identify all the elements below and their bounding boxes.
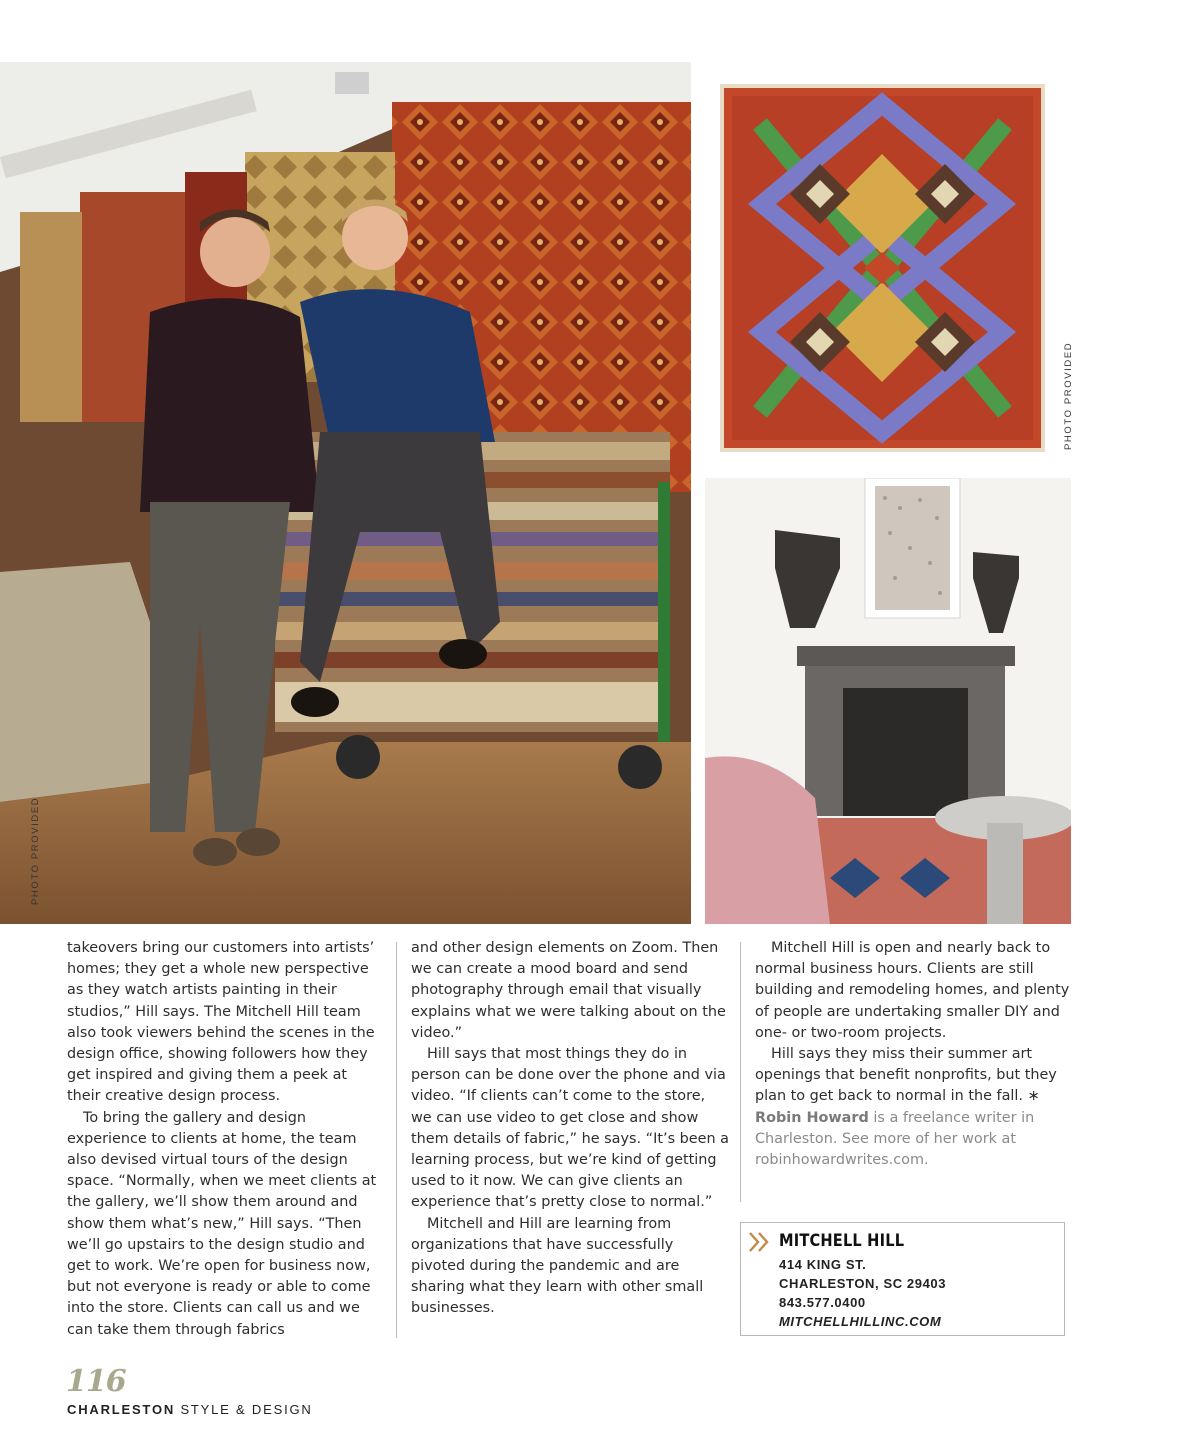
magazine-name	[67, 1402, 313, 1417]
paragraph: To bring the gallery and design experience to clients at home, the team also devised virtual tours of the design space. “Normally, when we meet clients at the gallery, we’ll show them around and show them what’s new,” Hill says. “Then we’ll go upstairs to the design studio and get to work. We’re open for business now, but not everyone is ready or able to come into the store. Clients can call us and we can take them through fabrics	[67, 1109, 377, 1338]
paragraph: Hill says that most things they do in person can be done over the phone and via video. “If clients can’t come to the store, we can use video to get close and show them details of fabric,” he says. “It’s been a learning process, but we’re kind of getting used to it now. We can give clients an experience that’s pretty close to normal.”	[411, 1046, 729, 1211]
business-address: 414 KING ST.	[779, 1257, 867, 1272]
article-column-2	[411, 938, 729, 1320]
double-chevron-right-icon	[747, 1229, 773, 1255]
paragraph: and other design elements on Zoom. Then we can create a mood board and send photography through email that visually explains what we were talking about on the video.”	[411, 940, 726, 1041]
photo-credit-right: PHOTO PROVIDED	[1063, 341, 1074, 450]
author-bio	[755, 1108, 1071, 1172]
column-divider	[396, 942, 397, 1338]
author-name: Robin Howard	[755, 1109, 869, 1126]
magazine-name-rest: STYLE & DESIGN	[175, 1402, 313, 1417]
paragraph: Mitchell and Hill are learning from organizations that have successfully pivoted during the pandemic and are sharing what they learn with other small businesses.	[411, 1215, 704, 1317]
fireplace-room-photo	[705, 478, 1071, 924]
page-number: 116	[66, 1364, 126, 1399]
business-phone: 843.577.0400	[779, 1295, 866, 1310]
author-bio-text: is a freelance writer in Charleston. See more of her work at robinhowardwrites.com.	[755, 1109, 1035, 1169]
article-column-3	[755, 938, 1071, 1171]
paragraph: Mitchell Hill is open and nearly back to normal business hours. Clients are still building and remodeling homes, and plenty of people are undertaking smaller DIY and one- or two-room projects.	[755, 940, 1070, 1041]
paragraph: Hill says they miss their summer art openings that benefit nonprofits, but they plan to get back to normal in the fall. ∗	[755, 1046, 1057, 1105]
column-divider	[740, 942, 741, 1202]
business-city: CHARLESTON, SC 29403	[779, 1276, 947, 1291]
business-name: MITCHELL HILL	[779, 1231, 905, 1251]
magazine-name-bold: CHARLESTON	[67, 1402, 176, 1417]
business-info-box	[740, 1222, 1065, 1336]
paragraph: takeovers bring our customers into artists’ homes; they get a whole new perspective as they watch artists painting in their studios,” Hill says. The Mitchell Hill team also took viewers behind the scenes in the design office, showing followers how they get inspired and giving them a peek at their creative design process.	[67, 940, 375, 1105]
kilim-rug-photo	[720, 84, 1045, 452]
gallery-photo	[0, 62, 691, 924]
photo-credit-left: PHOTO PROVIDED	[30, 796, 41, 905]
article-column-1	[67, 938, 385, 1341]
business-website[interactable]: MITCHELLHILLINC.COM	[779, 1314, 942, 1329]
